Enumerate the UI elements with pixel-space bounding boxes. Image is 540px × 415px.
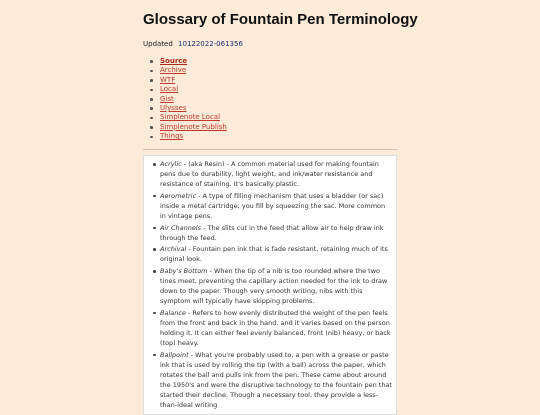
updated-line — [143, 40, 243, 48]
link-item — [160, 85, 227, 94]
glossary-term: Archival — [160, 245, 187, 254]
link-things[interactable]: Things — [160, 132, 184, 141]
link-source[interactable]: Source — [160, 57, 188, 65]
link-wtf[interactable]: WTF — [160, 75, 176, 84]
glossary-term: Air Channels — [160, 223, 202, 232]
glossary-term: Balance — [160, 308, 186, 317]
glossary-description: - The slits cut in the feed that allow air to help draw ink through the feed. — [160, 223, 384, 242]
glossary-description: - (aka Resin) - A common material used for making fountain pens due to durability, light weight, and ink/water resistance and resistance of staining. It's basically plastic. — [160, 160, 379, 188]
page-title: Glossary of Fountain Pen Terminology — [143, 11, 418, 28]
glossary-description: - Refers to how evenly distributed the weight of the pen feels from the front and back in the hand, and it varies based on the person holding it. It can either feel evenly balanced, front (nib) heavy, or back (top) heavy. — [160, 308, 391, 347]
link-archive[interactable]: Archive — [160, 66, 187, 75]
link-item — [160, 113, 227, 122]
glossary-entry — [160, 350, 392, 410]
link-item — [160, 104, 227, 113]
glossary-entry — [160, 159, 392, 189]
glossary-description: - A type of filling mechanism that uses a bladder (or sac) inside a metal cartridge; you fill by squeezing the sac. More common in vintage pens. — [160, 191, 386, 220]
link-simplenote-publish[interactable]: Simplenote Publish — [160, 122, 227, 131]
glossary-entry — [160, 308, 392, 348]
glossary-box[interactable] — [143, 155, 397, 415]
glossary-term: Ballpoint — [160, 350, 189, 359]
glossary-description: - What you're probably used to, a pen with a grease or paste ink that is used by rolling the tip (with a ball) across the paper, which rotates the ball and pulls ink from the pen. These came about around the 1950's and were the disruptive technology to the fountain pen that started their decline. Though a necessary tool, they provide a less-than-ideal writing — [160, 350, 392, 409]
glossary-description: - Fountain pen ink that is fade resistant, retaining much of its original look. — [160, 245, 388, 264]
link-simplenote-local[interactable]: Simplenote Local — [160, 113, 221, 122]
glossary-entry — [160, 191, 392, 221]
glossary-term: Acrylic — [160, 160, 182, 168]
link-item — [160, 57, 227, 66]
divider — [143, 149, 397, 150]
updated-label: Updated — [143, 40, 173, 48]
link-gist[interactable]: Gist — [160, 94, 174, 103]
glossary-entry — [160, 223, 392, 243]
link-item — [160, 66, 227, 75]
glossary-list — [144, 156, 396, 410]
glossary-term: Aerometric — [160, 191, 197, 200]
link-item — [160, 95, 227, 104]
glossary-entry — [160, 244, 392, 264]
link-list — [160, 57, 227, 142]
glossary-description: - When the tip of a nib is too rounded where the two tines meet, preventing the capillary action needed for the ink to draw down to the paper. Though very smooth writing, nibs with this symptom will typically have skipping problems. — [160, 267, 388, 306]
link-ulysses[interactable]: Ulysses — [160, 103, 187, 112]
link-item — [160, 132, 227, 141]
link-local[interactable]: Local — [160, 85, 179, 94]
updated-value: 10122022-061356 — [178, 40, 243, 48]
link-item — [160, 76, 227, 85]
link-item — [160, 123, 227, 132]
glossary-entry — [160, 266, 392, 306]
glossary-term: Baby's Bottom — [160, 267, 208, 276]
